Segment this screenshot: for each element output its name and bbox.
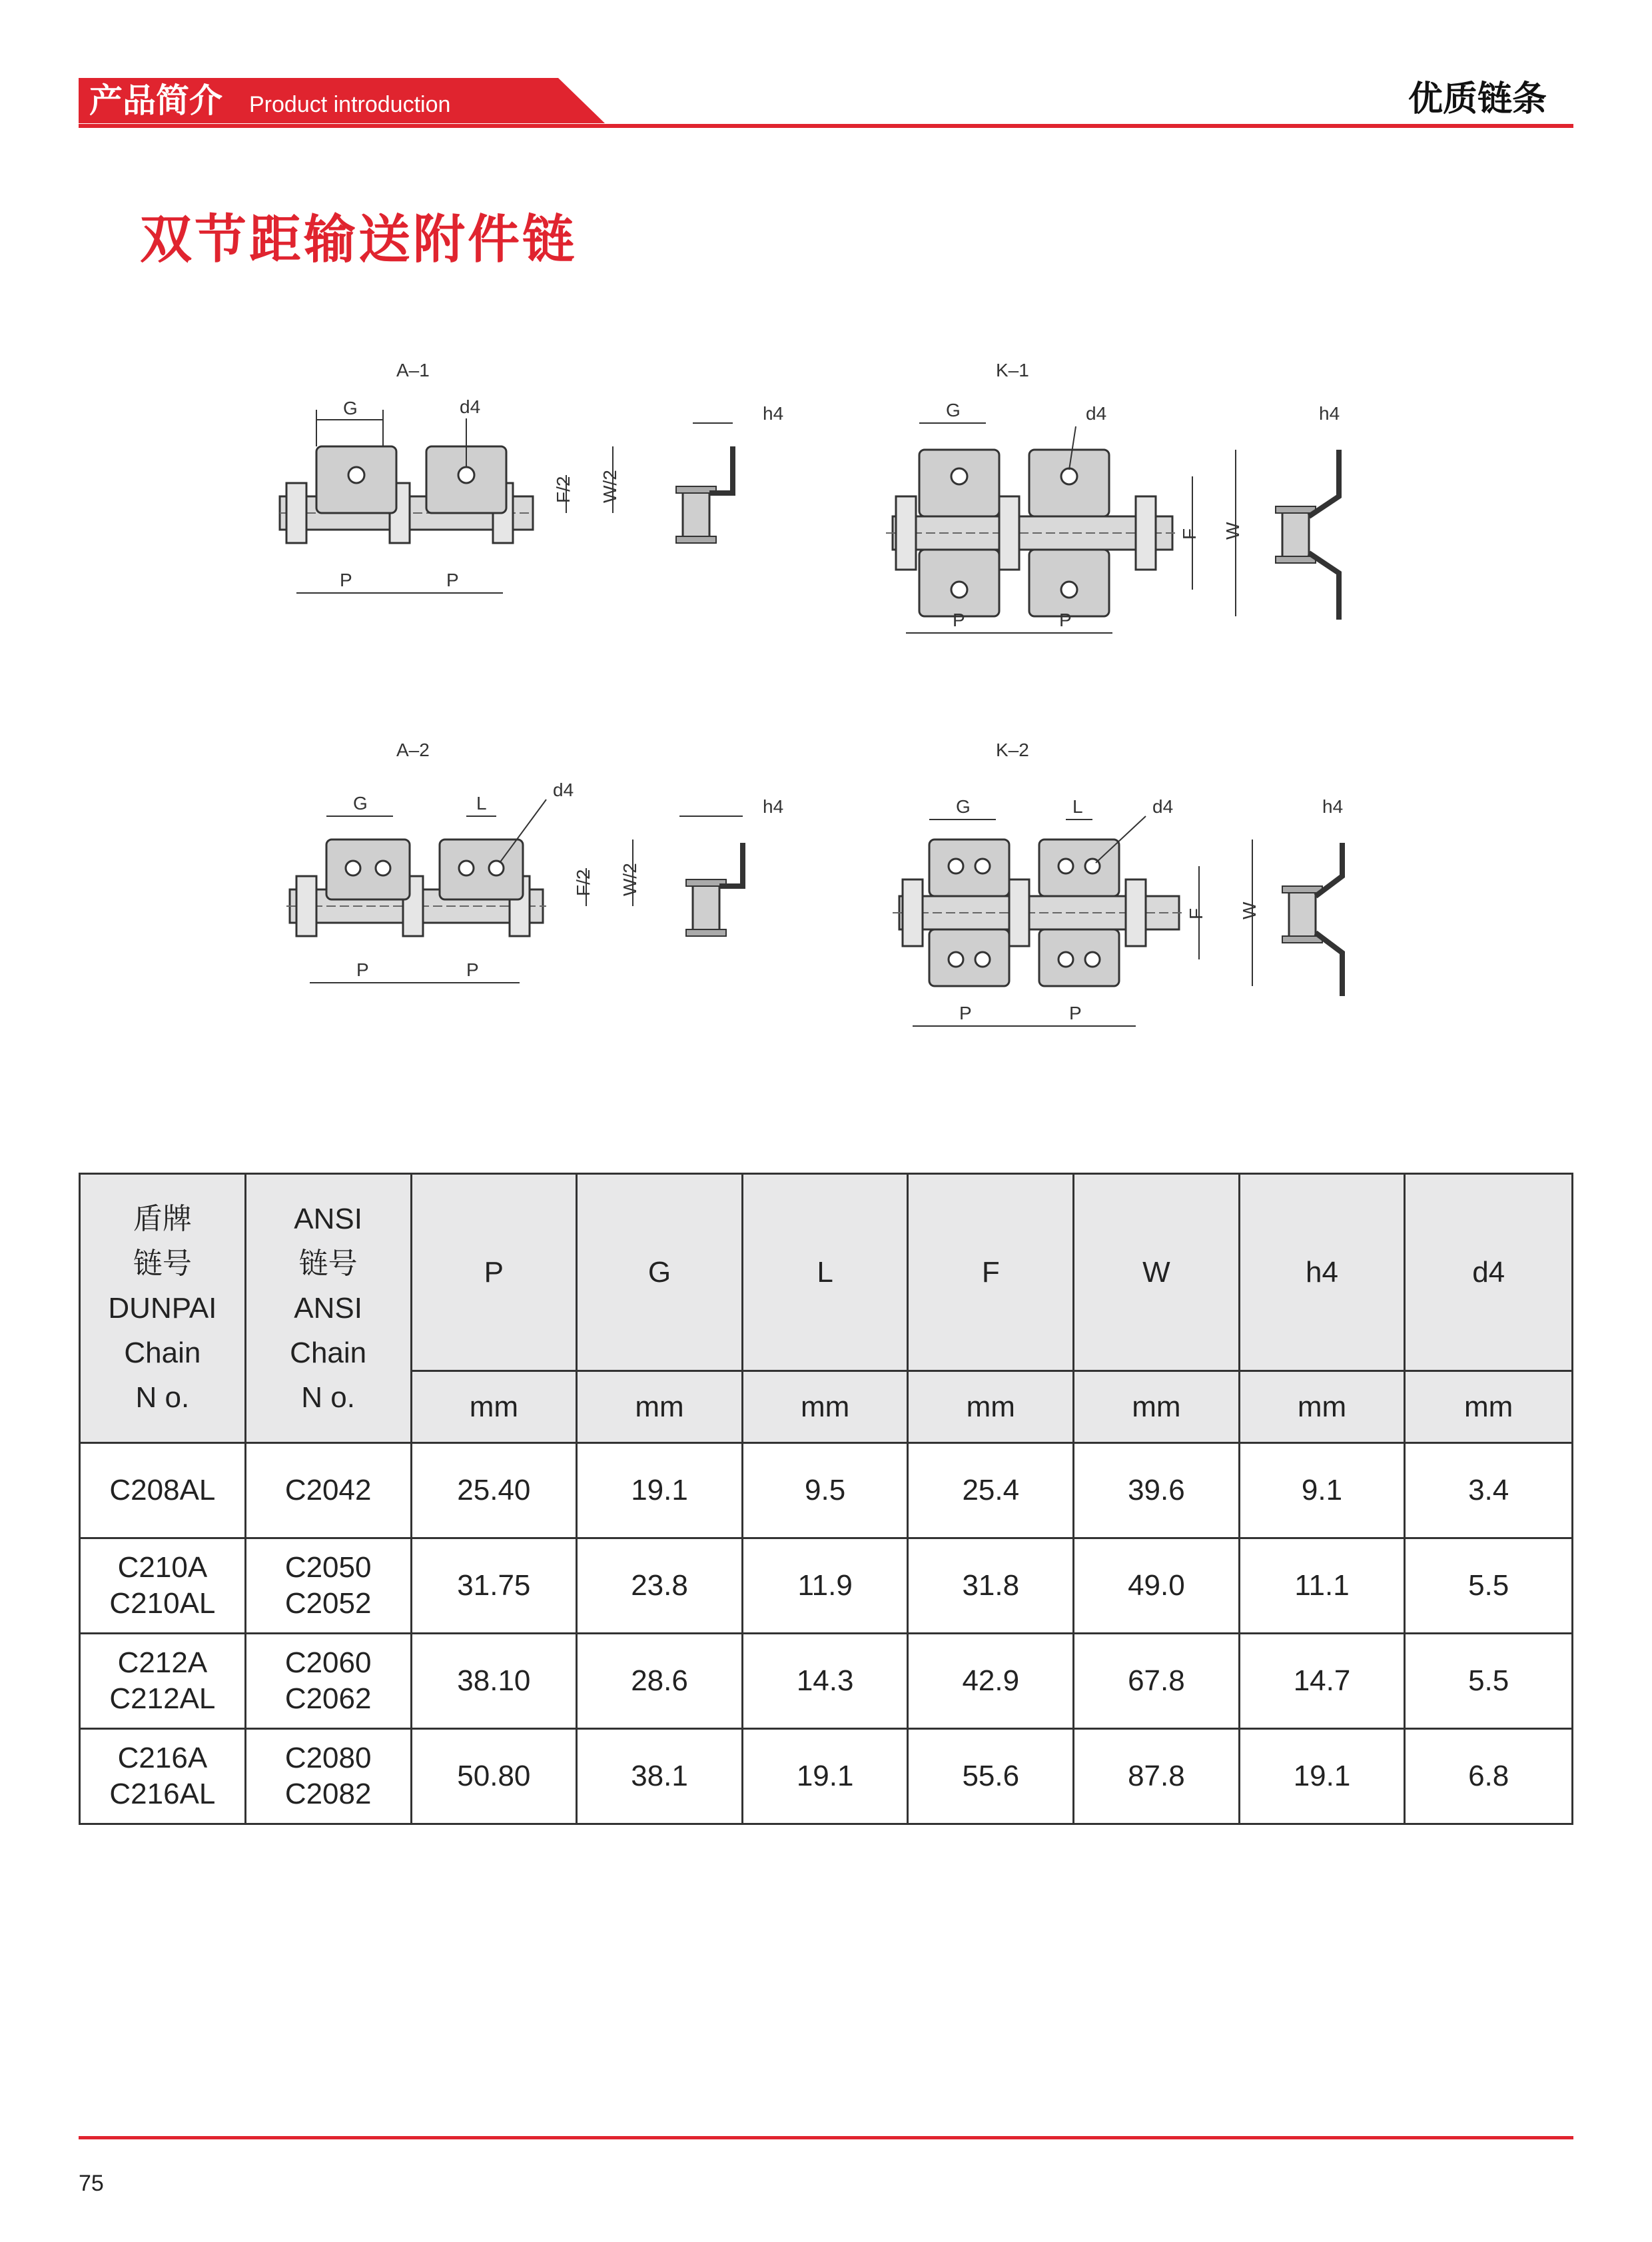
value-d4: 3.4 [1405,1443,1573,1538]
unit-cell: mm [742,1371,908,1443]
diagram-a1 [266,353,813,620]
table-row [80,1634,1573,1729]
dunpai-chain-no: C210A C210AL [80,1538,246,1634]
ansi-chain-no: C2080 C2082 [245,1729,411,1824]
section-tab [79,78,605,123]
value-p: 38.10 [411,1634,577,1729]
page-number: 75 [79,2171,104,2196]
header-g: G [577,1174,743,1371]
header-l: L [742,1174,908,1371]
table-row [80,1729,1573,1824]
value-f: 42.9 [908,1634,1074,1729]
value-g: 23.8 [577,1538,743,1634]
header-f: F [908,1174,1074,1371]
value-d4: 5.5 [1405,1538,1573,1634]
unit-cell: mm [1239,1371,1405,1443]
dunpai-chain-no: C208AL [80,1443,246,1538]
footer-divider [79,2136,1573,2139]
diagram-a2 [280,733,826,1013]
dim-h4-label: h4 [1319,403,1340,424]
dunpai-chain-no: C216A C216AL [80,1729,246,1824]
header-ansi-chain-no: ANSI 链号 ANSI Chain N o. [245,1174,411,1443]
ansi-chain-no: C2060 C2062 [245,1634,411,1729]
unit-cell: mm [577,1371,743,1443]
diagram-a2-label: A–2 [396,740,430,760]
header-h4: h4 [1239,1174,1405,1371]
brand-tag: 优质链条 [1408,79,1547,119]
diagram-k2 [879,733,1412,1046]
value-h4: 9.1 [1239,1443,1405,1538]
value-p: 50.80 [411,1729,577,1824]
section-title-zh: 产品简介 [89,81,222,120]
dim-g-label: G [956,796,971,817]
dim-p-label: P [953,610,965,630]
header-p: P [411,1174,577,1371]
section-title-en: Product introduction [249,92,451,117]
value-w: 49.0 [1074,1538,1240,1634]
page-title: 双节距输送附件链 [140,210,578,270]
diagram-k1-label: K–1 [996,360,1029,380]
dim-p-label: P [959,1003,972,1023]
dim-p-label: P [1059,610,1072,630]
dim-w2-label: W/2 [620,863,640,896]
ansi-chain-no: C2050 C2052 [245,1538,411,1634]
dunpai-chain-no: C212A C212AL [80,1634,246,1729]
dim-l-label: L [476,793,487,814]
value-f: 25.4 [908,1443,1074,1538]
dim-g-label: G [946,400,961,420]
value-l: 9.5 [742,1443,908,1538]
value-f: 55.6 [908,1729,1074,1824]
dim-w-label: W [1239,901,1260,919]
value-l: 11.9 [742,1538,908,1634]
value-f: 31.8 [908,1538,1074,1634]
dim-f-label: F [1179,528,1200,540]
value-p: 31.75 [411,1538,577,1634]
value-g: 28.6 [577,1634,743,1729]
dim-f2-label: F/2 [553,476,574,503]
value-g: 19.1 [577,1443,743,1538]
unit-cell: mm [1405,1371,1573,1443]
value-p: 25.40 [411,1443,577,1538]
dim-h4-label: h4 [763,796,784,817]
dim-d4-label: d4 [1086,403,1107,424]
value-w: 87.8 [1074,1729,1240,1824]
header-dunpai-chain-no: 盾牌 链号 DUNPAI Chain N o. [80,1174,246,1443]
dim-p-label: P [1069,1003,1082,1023]
value-l: 19.1 [742,1729,908,1824]
diagram-k2-label: K–2 [996,740,1029,760]
value-w: 39.6 [1074,1443,1240,1538]
value-h4: 14.7 [1239,1634,1405,1729]
value-h4: 11.1 [1239,1538,1405,1634]
dim-h4-label: h4 [763,403,784,424]
diagram-a1-label: A–1 [396,360,430,380]
dim-w-label: W [1222,522,1243,540]
ansi-chain-no: C2042 [245,1443,411,1538]
unit-cell: mm [1074,1371,1240,1443]
dim-p-label: P [340,570,352,590]
header-d4: d4 [1405,1174,1573,1371]
value-d4: 6.8 [1405,1729,1573,1824]
dim-p-label: P [356,959,369,980]
value-w: 67.8 [1074,1634,1240,1729]
dim-l-label: L [1072,796,1083,817]
dim-p-label: P [466,959,479,980]
dim-d4-label: d4 [1152,796,1174,817]
dim-f-label: F [1186,907,1206,919]
dim-h4-label: h4 [1322,796,1344,817]
header-divider [79,124,1573,128]
dim-f2-label: F/2 [573,869,594,896]
header-w: W [1074,1174,1240,1371]
dim-d4-label: d4 [553,780,574,800]
value-h4: 19.1 [1239,1729,1405,1824]
table-row [80,1538,1573,1634]
diagram-k1 [873,353,1406,653]
dim-p-label: P [446,570,459,590]
unit-cell: mm [908,1371,1074,1443]
dim-w2-label: W/2 [600,470,620,503]
dim-g-label: G [353,793,368,814]
value-g: 38.1 [577,1729,743,1824]
table-row [80,1443,1573,1538]
dim-g-label: G [343,398,358,418]
value-l: 14.3 [742,1634,908,1729]
unit-cell: mm [411,1371,577,1443]
value-d4: 5.5 [1405,1634,1573,1729]
dim-d4-label: d4 [460,396,481,417]
spec-table [79,1173,1573,1825]
